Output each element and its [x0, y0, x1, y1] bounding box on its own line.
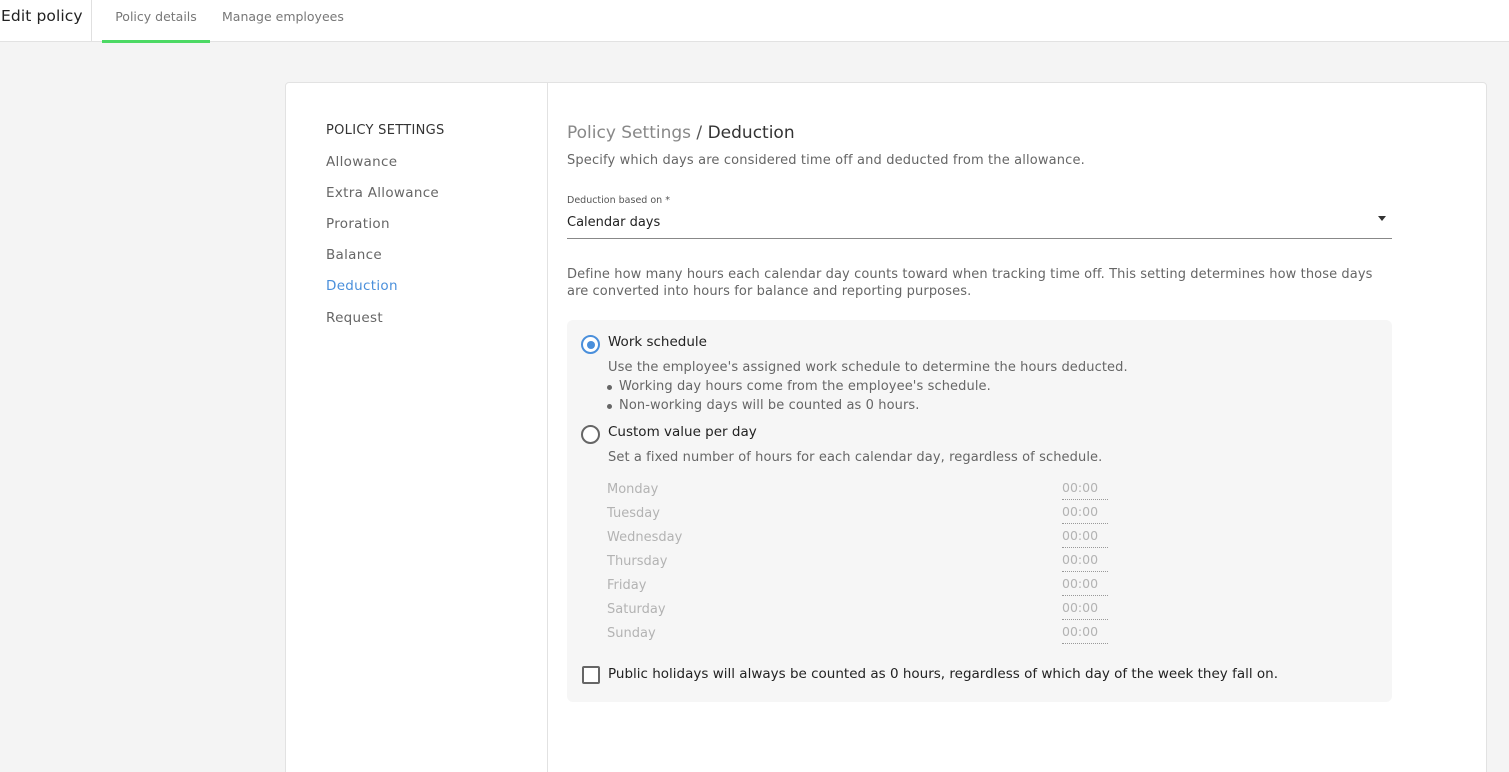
- sidebar-divider: [547, 83, 548, 772]
- deduction-options-panel: [567, 320, 1392, 702]
- tab-manage-employees[interactable]: Manage employees: [222, 9, 344, 24]
- title-divider: [91, 0, 92, 41]
- friday-hours-input[interactable]: 00:00: [1062, 576, 1108, 596]
- breadcrumb-current: Deduction: [707, 123, 795, 143]
- sidebar-item-request[interactable]: Request: [326, 310, 383, 326]
- bullet-icon: [607, 404, 612, 409]
- page-title: Edit policy: [1, 7, 83, 25]
- sunday-hours-input[interactable]: 00:00: [1062, 624, 1108, 644]
- bullet-icon: [607, 385, 612, 390]
- custom-value-label[interactable]: Custom value per day: [608, 424, 757, 440]
- sidebar-item-deduction[interactable]: Deduction: [326, 278, 398, 294]
- tuesday-hours-input[interactable]: 00:00: [1062, 504, 1108, 524]
- top-bar: [0, 0, 1509, 42]
- list-item: [619, 398, 920, 413]
- day-label-saturday: Saturday: [607, 602, 666, 617]
- tab-policy-details[interactable]: Policy details: [102, 0, 210, 42]
- work-schedule-label[interactable]: Work schedule: [608, 334, 707, 350]
- day-label-wednesday: Wednesday: [607, 530, 683, 545]
- wednesday-hours-input[interactable]: 00:00: [1062, 528, 1108, 548]
- sidebar-item-proration[interactable]: Proration: [326, 216, 390, 232]
- thursday-hours-input[interactable]: 00:00: [1062, 552, 1108, 572]
- public-holidays-checkbox[interactable]: [582, 666, 600, 684]
- breadcrumb: [567, 123, 795, 143]
- day-label-tuesday: Tuesday: [607, 506, 660, 521]
- public-holidays-label[interactable]: Public holidays will always be counted as 0 hours, regardless of which day of the week they fall on.: [608, 666, 1279, 682]
- page-subtitle: Specify which days are considered time off and deducted from the allowance.: [567, 153, 1085, 168]
- work-schedule-description: Use the employee's assigned work schedule to determine the hours deducted.: [608, 360, 1128, 375]
- bullet-text: Non-working days will be counted as 0 hours.: [619, 398, 920, 413]
- breadcrumb-parent[interactable]: Policy Settings: [567, 123, 692, 143]
- day-label-thursday: Thursday: [607, 554, 668, 569]
- custom-value-radio[interactable]: [581, 425, 600, 444]
- sidebar-item-balance[interactable]: Balance: [326, 247, 382, 263]
- day-label-monday: Monday: [607, 482, 659, 497]
- monday-hours-input[interactable]: 00:00: [1062, 480, 1108, 500]
- breadcrumb-separator: /: [691, 123, 708, 143]
- caret-down-icon: [1378, 216, 1386, 221]
- sidebar-item-extra-allowance[interactable]: Extra Allowance: [326, 185, 440, 201]
- bullet-text: Working day hours come from the employee's schedule.: [619, 379, 991, 394]
- day-label-sunday: Sunday: [607, 626, 656, 641]
- work-schedule-radio[interactable]: [581, 335, 600, 354]
- deduction-select-value: Calendar days: [567, 215, 661, 230]
- deduction-select-label: Deduction based on *: [567, 195, 670, 206]
- saturday-hours-input[interactable]: 00:00: [1062, 600, 1108, 620]
- define-hours-text: Define how many hours each calendar day counts toward when tracking time off. This setting determines how those days are converted into hours for balance and reporting purposes.: [567, 267, 1373, 299]
- sidebar-header: POLICY SETTINGS: [326, 123, 445, 138]
- sidebar-item-allowance[interactable]: Allowance: [326, 154, 398, 170]
- policy-card: [285, 82, 1487, 772]
- deduction-based-on-select[interactable]: [567, 208, 1392, 239]
- custom-value-description: Set a fixed number of hours for each calendar day, regardless of schedule.: [608, 450, 1103, 465]
- day-label-friday: Friday: [607, 578, 647, 593]
- list-item: [619, 379, 991, 394]
